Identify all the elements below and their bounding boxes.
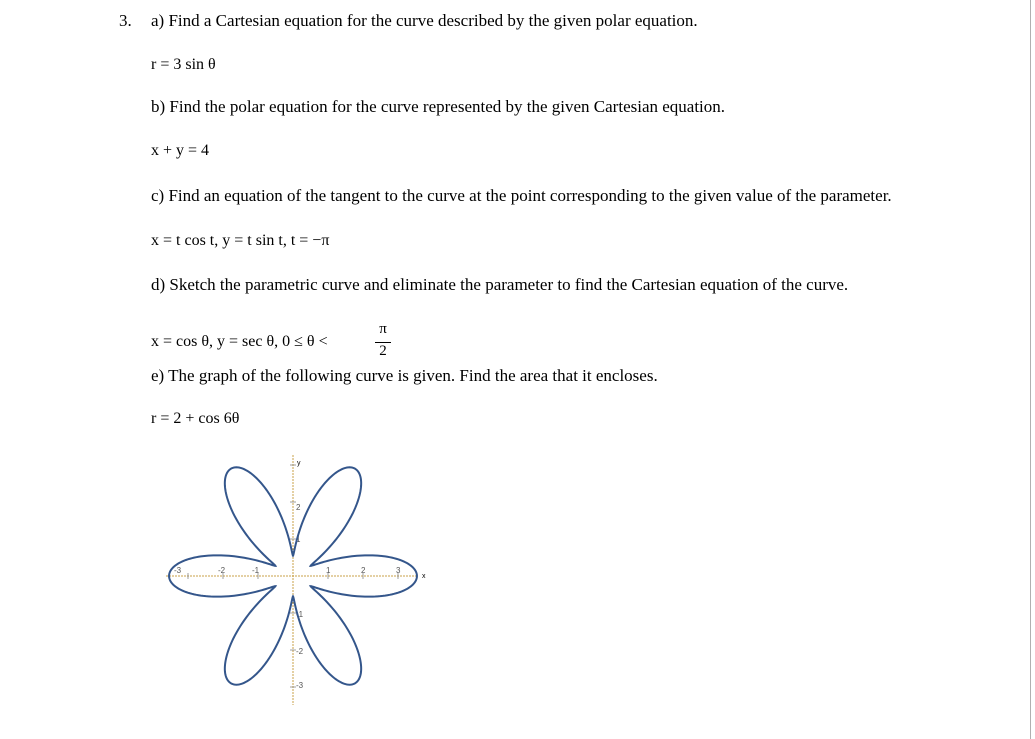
part-c-equation: x = t cos t, y = t sin t, t = −π [151,232,330,249]
part-c-prompt: c) Find an equation of the tangent to the curve at the point corresponding to the given value of the parameter. [151,186,892,205]
part-e-equation: r = 2 + cos 6θ [151,410,240,427]
part-a-prompt: a) Find a Cartesian equation for the curve described by the given polar equation. [151,11,698,30]
part-d-fraction-denominator: 2 [379,343,387,359]
x-tick-label-neg2: -2 [218,566,226,575]
part-d-fraction-numerator: π [379,321,387,337]
y-tick-label-neg1: -1 [296,610,304,619]
part-a-equation: r = 3 sin θ [151,56,216,73]
y-tick-label-1: 1 [296,535,301,544]
x-tick-label-neg1: -1 [252,566,260,575]
part-b-prompt: b) Find the polar equation for the curve represented by the given Cartesian equation. [151,97,726,116]
part-e-prompt: e) The graph of the following curve is given. Find the area that it encloses. [151,366,658,385]
x-tick-label-neg3: -3 [174,566,182,575]
polar-rose-graph [160,445,440,715]
x-tick-label-3: 3 [396,566,401,575]
y-tick-label-neg3: -3 [296,681,304,690]
problem-number: 3. [119,11,132,30]
part-d-equation: x = cos θ, y = sec θ, 0 ≤ θ < [151,333,328,350]
y-axis-label: y [297,460,301,467]
y-tick-label-neg2: -2 [296,647,304,656]
page-edge [1030,0,1031,739]
part-d-prompt: d) Sketch the parametric curve and eliminate the parameter to find the Cartesian equation of the curve. [151,275,849,294]
part-b-equation: x + y = 4 [151,142,210,159]
x-axis-label: x [422,573,426,580]
y-tick-label-2: 2 [296,503,301,512]
x-tick-label-2: 2 [361,566,366,575]
x-tick-label-1: 1 [326,566,331,575]
